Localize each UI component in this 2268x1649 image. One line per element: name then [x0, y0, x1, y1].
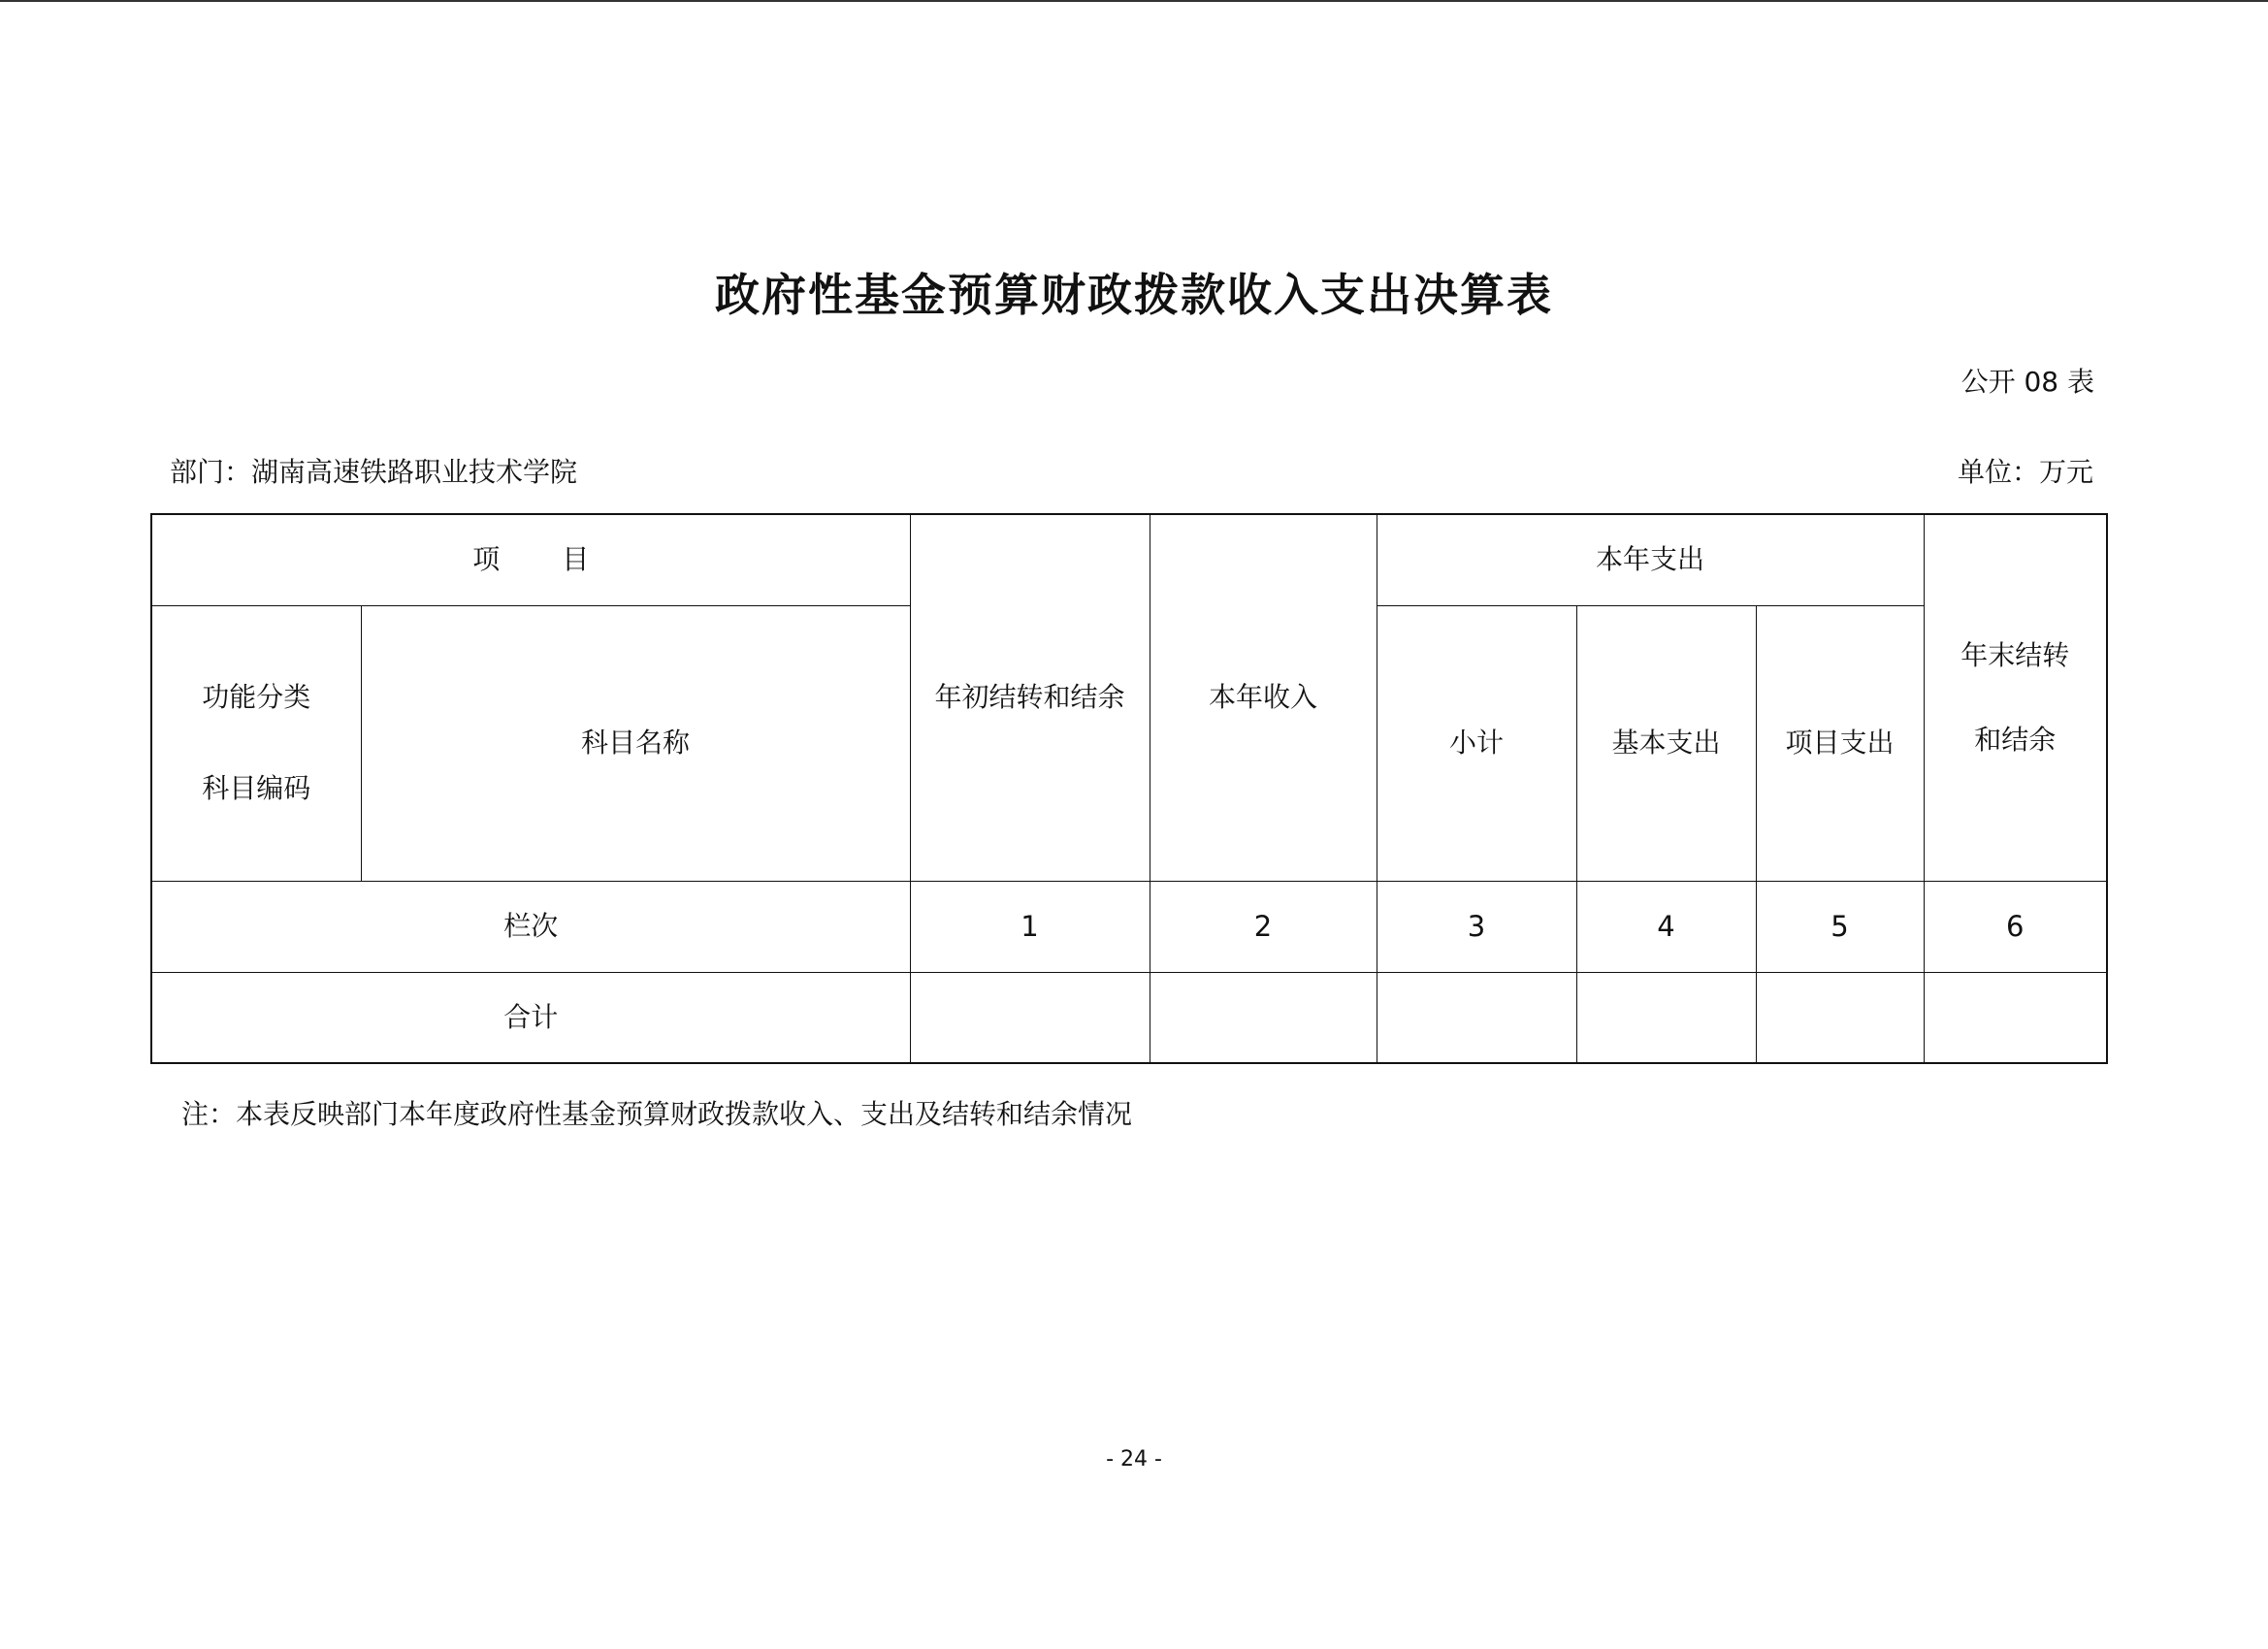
table-note: 注：本表反映部门本年度政府性基金预算财政拨款收入、支出及结转和结余情况 [181, 1098, 1133, 1130]
total-value-2 [1150, 972, 1377, 1063]
total-row [151, 972, 2107, 1063]
opening-balance-header: 年初结转和结余 [910, 514, 1150, 881]
column-number-3: 3 [1377, 881, 1576, 972]
closing-balance-line2: 和结余 [1974, 724, 2057, 757]
column-number-row [151, 881, 2107, 972]
subtotal-header: 小计 [1377, 605, 1576, 881]
total-label: 合计 [151, 972, 910, 1063]
column-number-4: 4 [1576, 881, 1756, 972]
column-number-label: 栏次 [151, 881, 910, 972]
column-number-6: 6 [1924, 881, 2107, 972]
column-number-5: 5 [1756, 881, 1924, 972]
total-value-6 [1924, 972, 2107, 1063]
header-row-1 [151, 514, 2107, 605]
closing-balance-header [1924, 514, 2107, 881]
column-number-1: 1 [910, 881, 1150, 972]
item-header-part2: 目 [562, 543, 590, 576]
total-value-3 [1377, 972, 1576, 1063]
form-number: 公开 08 表 [1960, 366, 2094, 398]
page-number: - 24 - [1106, 1447, 1162, 1471]
basic-expense-header: 基本支出 [1576, 605, 1756, 881]
total-value-1 [910, 972, 1150, 1063]
budget-table [150, 513, 2108, 1064]
total-value-4 [1576, 972, 1756, 1063]
closing-balance-line1: 年末结转 [1960, 638, 2070, 671]
item-header-part1: 项 [472, 543, 501, 576]
current-expense-header: 本年支出 [1377, 514, 1924, 605]
function-code-line2: 科目编码 [202, 772, 311, 804]
scan-top-edge [0, 0, 2268, 2]
subject-name-header: 科目名称 [361, 605, 910, 881]
function-code-line1: 功能分类 [202, 681, 311, 714]
item-header-cell [151, 514, 910, 605]
unit-label: 单位：万元 [1957, 456, 2093, 488]
column-number-2: 2 [1150, 881, 1377, 972]
department-label: 部门：湖南高速铁路职业技术学院 [170, 456, 578, 488]
current-income-header: 本年收入 [1150, 514, 1377, 881]
project-expense-header: 项目支出 [1756, 605, 1924, 881]
document-title: 政府性基金预算财政拨款收入支出决算表 [715, 269, 1553, 321]
total-value-5 [1756, 972, 1924, 1063]
function-code-header [151, 605, 361, 881]
